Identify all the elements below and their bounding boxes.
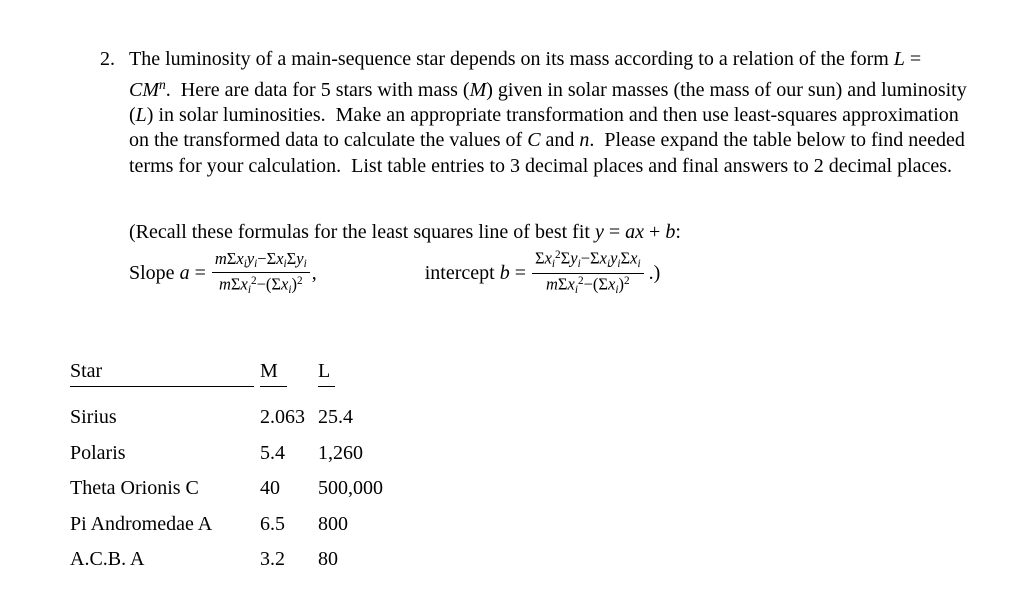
- formula-closing: .): [643, 261, 661, 284]
- slope-denominator: $m\Sigma x_i^2-(\Sigma x_i)^2$: [218, 274, 303, 296]
- luminosity-header-label: L: [318, 359, 335, 387]
- table-row: [70, 547, 383, 572]
- star-name: A.C.B. A: [70, 548, 145, 570]
- luminosity-value: 800: [318, 512, 348, 535]
- mass-value: 6.5: [260, 512, 285, 535]
- intercept-numerator: $\Sigma x_i^2\Sigma y_i-\Sigma x_iy_i\Sigma x_i$: [532, 249, 644, 273]
- problem-block: [100, 47, 972, 179]
- intercept-denominator: $m\Sigma x_i^2-(\Sigma x_i)^2$: [545, 274, 630, 296]
- mass-column-header: [260, 359, 318, 387]
- table-header-row: [70, 359, 383, 387]
- luminosity-value: 25.4: [318, 406, 353, 428]
- luminosity-column-header: [318, 359, 335, 387]
- luminosity-value: 1,260: [318, 441, 363, 464]
- star-name: Pi Andromedae A: [70, 512, 213, 535]
- problem-number: 2.: [100, 48, 115, 70]
- luminosity-value: 80: [318, 548, 338, 570]
- star-data-table: [70, 359, 383, 572]
- star-header-label: Star: [70, 359, 254, 387]
- intercept-fraction: [532, 249, 644, 296]
- table-row: [70, 405, 383, 430]
- mass-value: 3.2: [260, 548, 285, 570]
- star-name: Sirius: [70, 406, 117, 428]
- problem-statement: The luminosity of a main-sequence star depends on its mass according to a relation of the form $L = CM^n$. Here are data for 5 stars with mass (M) given in solar masses (the mass of our sun) and luminosity (L) in solar luminosities. Make an appropriate transformation and then use least-squares approximation on the transformed data to calculate the values of C and n. Please expand the table below to find needed terms for your calculation. List table entries to 3 decimal places and final answers to 2 decimal places.: [129, 48, 967, 177]
- mass-header-label: M: [260, 359, 287, 387]
- slope-label: Slope a =: [129, 261, 206, 284]
- slope-fraction: [212, 250, 310, 297]
- mass-value: 5.4: [260, 441, 285, 464]
- star-name: Polaris: [70, 441, 126, 464]
- slope-numerator: $m\Sigma x_iy_i-\Sigma x_i\Sigma y_i$: [212, 250, 310, 274]
- table-row: [70, 512, 383, 537]
- intercept-label: intercept b =: [424, 261, 526, 284]
- table-row: [70, 441, 383, 466]
- formula-line: [129, 246, 660, 300]
- star-name: Theta Orionis C: [70, 477, 199, 499]
- mass-value: 2.063: [260, 406, 305, 428]
- star-column-header: [70, 359, 260, 387]
- table-row: [70, 476, 383, 501]
- luminosity-value: 500,000: [318, 477, 383, 499]
- recall-intro: (Recall these formulas for the least squares line of best fit y = ax + b:: [129, 221, 681, 243]
- formula-separator: ,: [311, 261, 317, 284]
- mass-value: 40: [260, 477, 280, 499]
